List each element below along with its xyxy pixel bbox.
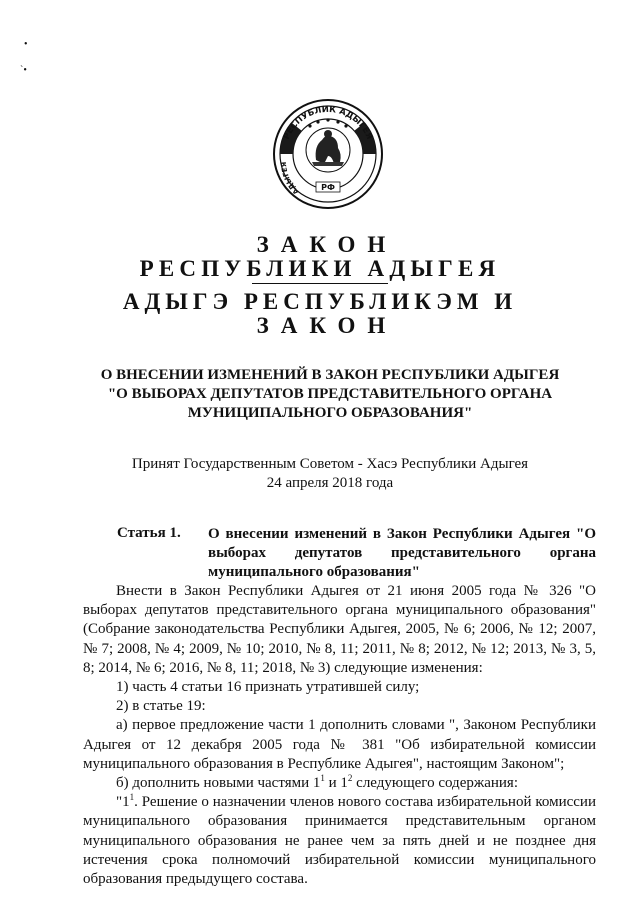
- paragraph: а) первое предложение части 1 дополнить словами ", Законом Республики Адыгея от 12 декабря 2005 года № 381 "Об избирательной комиссии муниципального образования в Республике Адыгея", настоящим Законом";: [83, 717, 596, 772]
- paragraph: 1) часть 4 статьи 16 признать утратившей силу;: [116, 679, 420, 696]
- adyghe-republic-title: АДЫГЭ РЕСПУБЛИКЭМ И: [122, 289, 518, 314]
- scan-mark: `•: [20, 65, 27, 76]
- republic-title: РЕСПУБЛИКИ АДЫГЕЯ: [139, 256, 501, 281]
- title-divider: [252, 283, 388, 284]
- paragraph: б) дополнить новыми частями $1^1$ и $1^2$ следующего содержания:: [116, 773, 518, 792]
- paragraph: 2) в статье 19:: [116, 698, 206, 715]
- document-heading-line: О ВНЕСЕНИИ ИЗМЕНЕНИЙ В ЗАКОН РЕСПУБЛИКИ АДЫГЕЯ: [100, 367, 560, 383]
- document-heading-line: "О ВЫБОРАХ ДЕПУТАТОВ ПРЕДСТАВИТЕЛЬНОГО ОРГАНА: [107, 386, 553, 402]
- emblem-bottom-text: РФ: [321, 183, 335, 192]
- adoption-date: 24 апреля 2018 года: [266, 475, 394, 491]
- document-heading-line: МУНИЦИПАЛЬНОГО ОБРАЗОВАНИЯ": [187, 405, 473, 421]
- adoption-statement: Принят Государственным Советом - Хасэ Республики Адыгея: [131, 456, 529, 472]
- paragraph: "$1^1$. Решение о назначении членов нового состава избирательной комиссии муниципального образования принимается представительным органом муниципального образования не ранее чем за пять дней и не позднее дня истечения срока полномочий избирательной комиссии муниципального образования предыдущего состава.: [83, 792, 596, 888]
- law-title: ЗАКОН: [256, 232, 398, 257]
- emblem-top-text: РЕСПУБЛИК АДЫГЕЯ: [281, 104, 375, 142]
- emblem-left-text: АДЫГЕЯ: [279, 161, 301, 196]
- coat-of-arms-emblem: [272, 98, 384, 210]
- scan-mark: •: [24, 39, 28, 50]
- article-body: [83, 582, 596, 889]
- article-title: О внесении изменений в Закон Республики Адыгея "О выборах депутатов представительного органа муниципального образования": [208, 526, 596, 580]
- article-label: Статья 1.: [117, 525, 181, 541]
- adyghe-law-title: ЗАКОН: [256, 313, 398, 338]
- paragraph: Внести в Закон Республики Адыгея от 21 июня 2005 года № 326 "О выборах депутатов представительного органа муниципального образования" (Собрание законодательства Республики Адыгея, 2005, № 6; 2006, № 12; 2007, № 7; 2008, № 4; 2009, № 10; 2010, № 8, 11; 2011, № 8; 2012, № 12; 2013, № 3, 5, 8; 2014, № 6; 2016, № 8, 11; 2018, № 3) следующие изменения:: [83, 583, 596, 676]
